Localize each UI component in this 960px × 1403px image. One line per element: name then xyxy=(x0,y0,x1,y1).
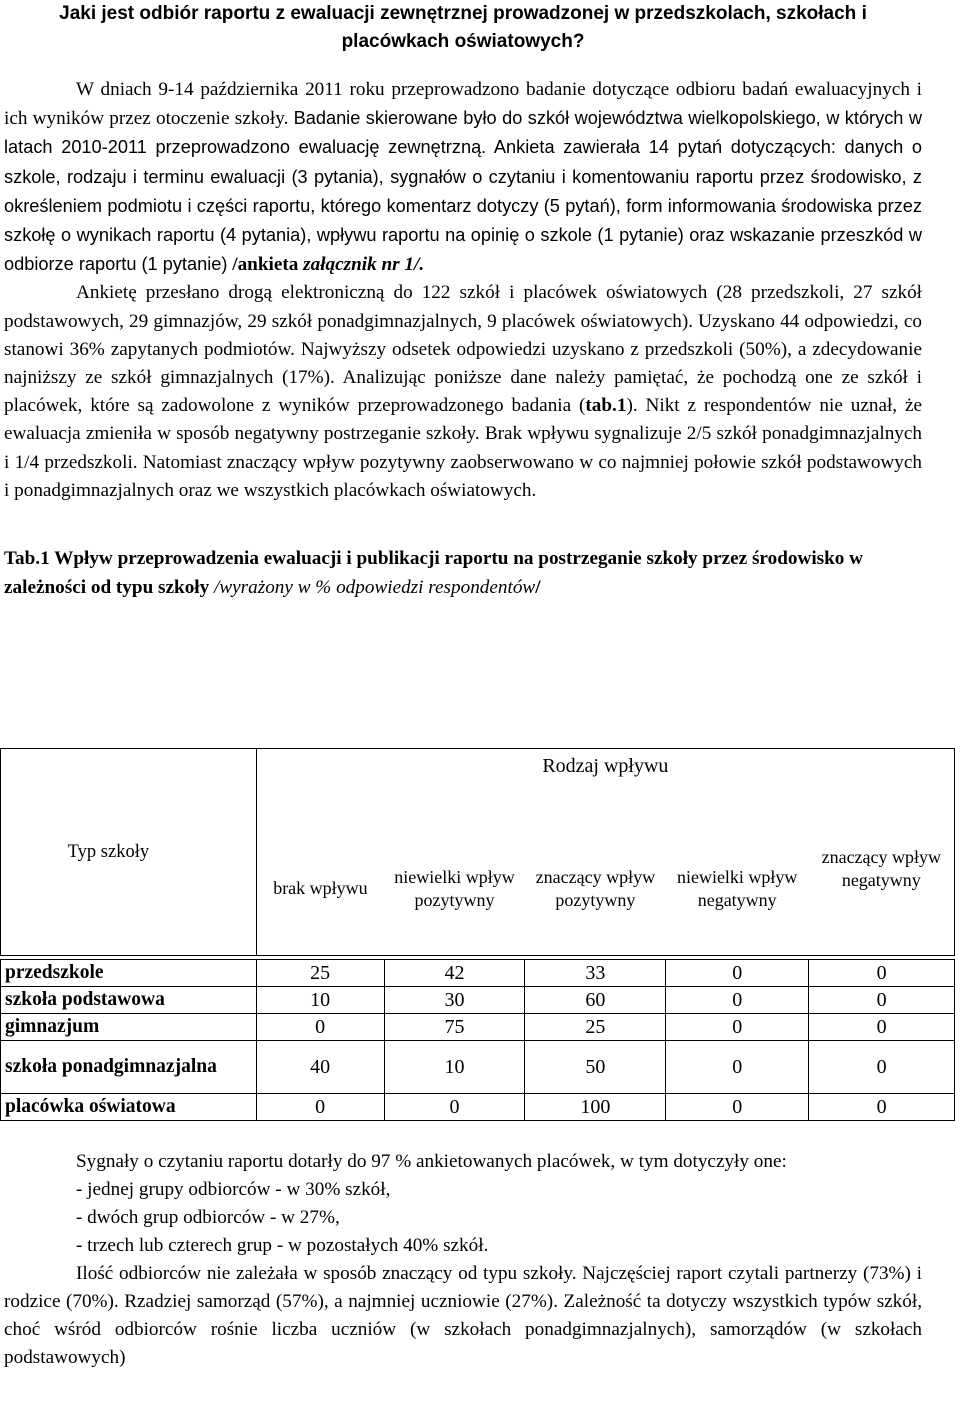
impact-group-header: Rodzaj wpływu xyxy=(256,749,954,784)
cell-value: 0 xyxy=(256,1094,384,1121)
cell-value: 50 xyxy=(525,1041,666,1094)
intro-serif-text: W dniach 9-14 października 2011 roku przeprowadzono badanie dotyczące odbioru badań ewaluacyjnych i ich wyników przez otoczenie szkoły. xyxy=(4,79,922,130)
cell-value: 0 xyxy=(256,1014,384,1041)
row-label: gimnazjum xyxy=(1,1014,257,1041)
caption-end: / xyxy=(535,576,541,598)
cell-value: 0 xyxy=(809,1094,955,1121)
signals-paragraph: Sygnały o czytaniu raportu dotarły do 97 % ankietowanych placówek, w tym dotyczyły one: xyxy=(76,1151,787,1172)
list-item: - dwóch grup odbiorców - w 27%, xyxy=(76,1207,340,1228)
caption-note: /wyrażony w % odpowiedzi respondentów xyxy=(214,576,536,598)
cell-value: 0 xyxy=(809,960,955,987)
cell-value: 0 xyxy=(666,987,809,1014)
col-header: brak wpływu xyxy=(256,783,384,956)
cell-value: 60 xyxy=(525,987,666,1014)
cell-value: 30 xyxy=(384,987,525,1014)
row-label: placówka oświatowa xyxy=(1,1094,257,1121)
table-row xyxy=(1,987,955,1014)
cell-value: 75 xyxy=(384,1014,525,1041)
cell-value: 0 xyxy=(809,987,955,1014)
row-label: szkoła podstawowa xyxy=(1,987,257,1014)
intro-paragraph xyxy=(4,76,922,279)
cell-value: 42 xyxy=(384,960,525,987)
recipients-paragraph: Ilość odbiorców nie zależała w sposób znaczący od typu szkoły. Najczęściej raport czytali partnerzy (73%) i rodzice (70%). Rzadziej samorząd (57%), a najmniej uczniowie (27%). Zależność ta dotyczy wszystkich typów szkół, choć wśród odbiorców rośnie liczba uczniów (w szkołach ponadgimnazjalnych), samorządów (w szkołach podstawowych) xyxy=(4,1263,922,1368)
table-row xyxy=(1,1014,955,1041)
attachment-reference: załącznik nr 1/. xyxy=(303,254,425,276)
type-header: Typ szkoły xyxy=(1,749,257,956)
table-row xyxy=(1,1041,955,1094)
cell-value: 0 xyxy=(666,1094,809,1121)
impact-table xyxy=(0,748,955,1121)
row-label: przedszkole xyxy=(1,960,257,987)
cell-value: 0 xyxy=(666,960,809,987)
results-text-a: Ankietę przesłano drogą elektroniczną do 122 szkół i placówek oświatowych (28 przedszkoli, 27 szkół podstawowych, 29 gimnazjów, 29 szkół ponadgimnazjalnych, 9 placówek oświatowych). Uzyskano 44 odpowiedzi, co stanowi 36% zapytanych podmiotów. Najwyższy odsetek odpowiedzi uzyskano z przedszkoli (50%), a zdecydowanie najniższy ze szkół gimnazjalnych (17%). Analizując poniższe dane należy pamiętać, że pochodzą one ze szkół i placówek, które są zadowolone z wyników przeprowadzonego badania ( xyxy=(4,282,922,417)
cell-value: 0 xyxy=(666,1041,809,1094)
row-label: szkoła ponadgimnazjalna xyxy=(1,1041,257,1094)
table-reference: tab.1 xyxy=(585,395,627,417)
list-item: - trzech lub czterech grup - w pozostałych 40% szkół. xyxy=(76,1235,489,1256)
cell-value: 0 xyxy=(809,1014,955,1041)
table-caption xyxy=(4,545,922,602)
recipient-groups-list xyxy=(4,1176,922,1260)
col-header: niewielki wpływ pozytywny xyxy=(384,783,525,956)
col-header: znaczący wpływ pozytywny xyxy=(525,783,666,956)
cell-value: 33 xyxy=(525,960,666,987)
survey-reference: /ankieta xyxy=(227,254,304,276)
cell-value: 25 xyxy=(525,1014,666,1041)
col-header: niewielki wpływ negatywny xyxy=(666,783,809,956)
list-item: - jednej grupy odbiorców - w 30% szkół, xyxy=(76,1179,391,1200)
cell-value: 25 xyxy=(256,960,384,987)
cell-value: 0 xyxy=(666,1014,809,1041)
page-title: Jaki jest odbiór raportu z ewaluacji zewnętrznej prowadzonej w przedszkolach, szkołach i placówkach oświatowych? xyxy=(59,3,867,52)
cell-value: 40 xyxy=(256,1041,384,1094)
cell-value: 0 xyxy=(384,1094,525,1121)
document-page xyxy=(4,0,922,602)
cell-value: 10 xyxy=(384,1041,525,1094)
cell-value: 10 xyxy=(256,987,384,1014)
cell-value: 0 xyxy=(809,1041,955,1094)
results-text-b: ). Nikt z respondentów nie uznał, że ewaluacja zmieniła w sposób negatywny postrzeganie szkoły. Brak wpływu sygnalizuje 2/5 szkół ponadgimnazjalnych i 1/4 przedszkoli. Natomiast znaczący wpływ pozytywny zaobserwowano w co najmniej połowie szkół podstawowych i ponadgimnazjalnych oraz we wszystkich placówkach oświatowych. xyxy=(4,395,922,501)
survey-results-paragraph xyxy=(4,279,922,505)
intro-sans-text: Badanie skierowane było do szkół województwa wielkopolskiego, w których w latach 2010-2011 przeprowadzono ewaluację zewnętrzną. Ankieta zawierała 14 pytań dotyczących: danych o szkole, rodzaju i terminu ewaluacji (3 pytania), sygnałów o czytaniu i komentowaniu raportu przez środowisko, z określeniem podmiotu i części raportu, którego komentarz dotyczy (5 pytań), form informowania środowiska przez szkołę o wynikach raportu (4 pytania), wpływu raportu na opinię o szkole (1 pytanie) oraz wskazanie przeszkód w odbiorze raportu (1 pytanie) xyxy=(4,108,923,275)
caption-bold: Tab.1 Wpływ przeprowadzenia ewaluacji i publikacji raportu na postrzeganie szkoły przez środowisko w zależności od typu szkoły xyxy=(4,548,864,598)
cell-value: 100 xyxy=(525,1094,666,1121)
lower-section xyxy=(4,1148,922,1372)
table-row xyxy=(1,960,955,987)
table-row xyxy=(1,1094,955,1121)
col-header: znaczący wpływ negatywny xyxy=(809,783,955,956)
